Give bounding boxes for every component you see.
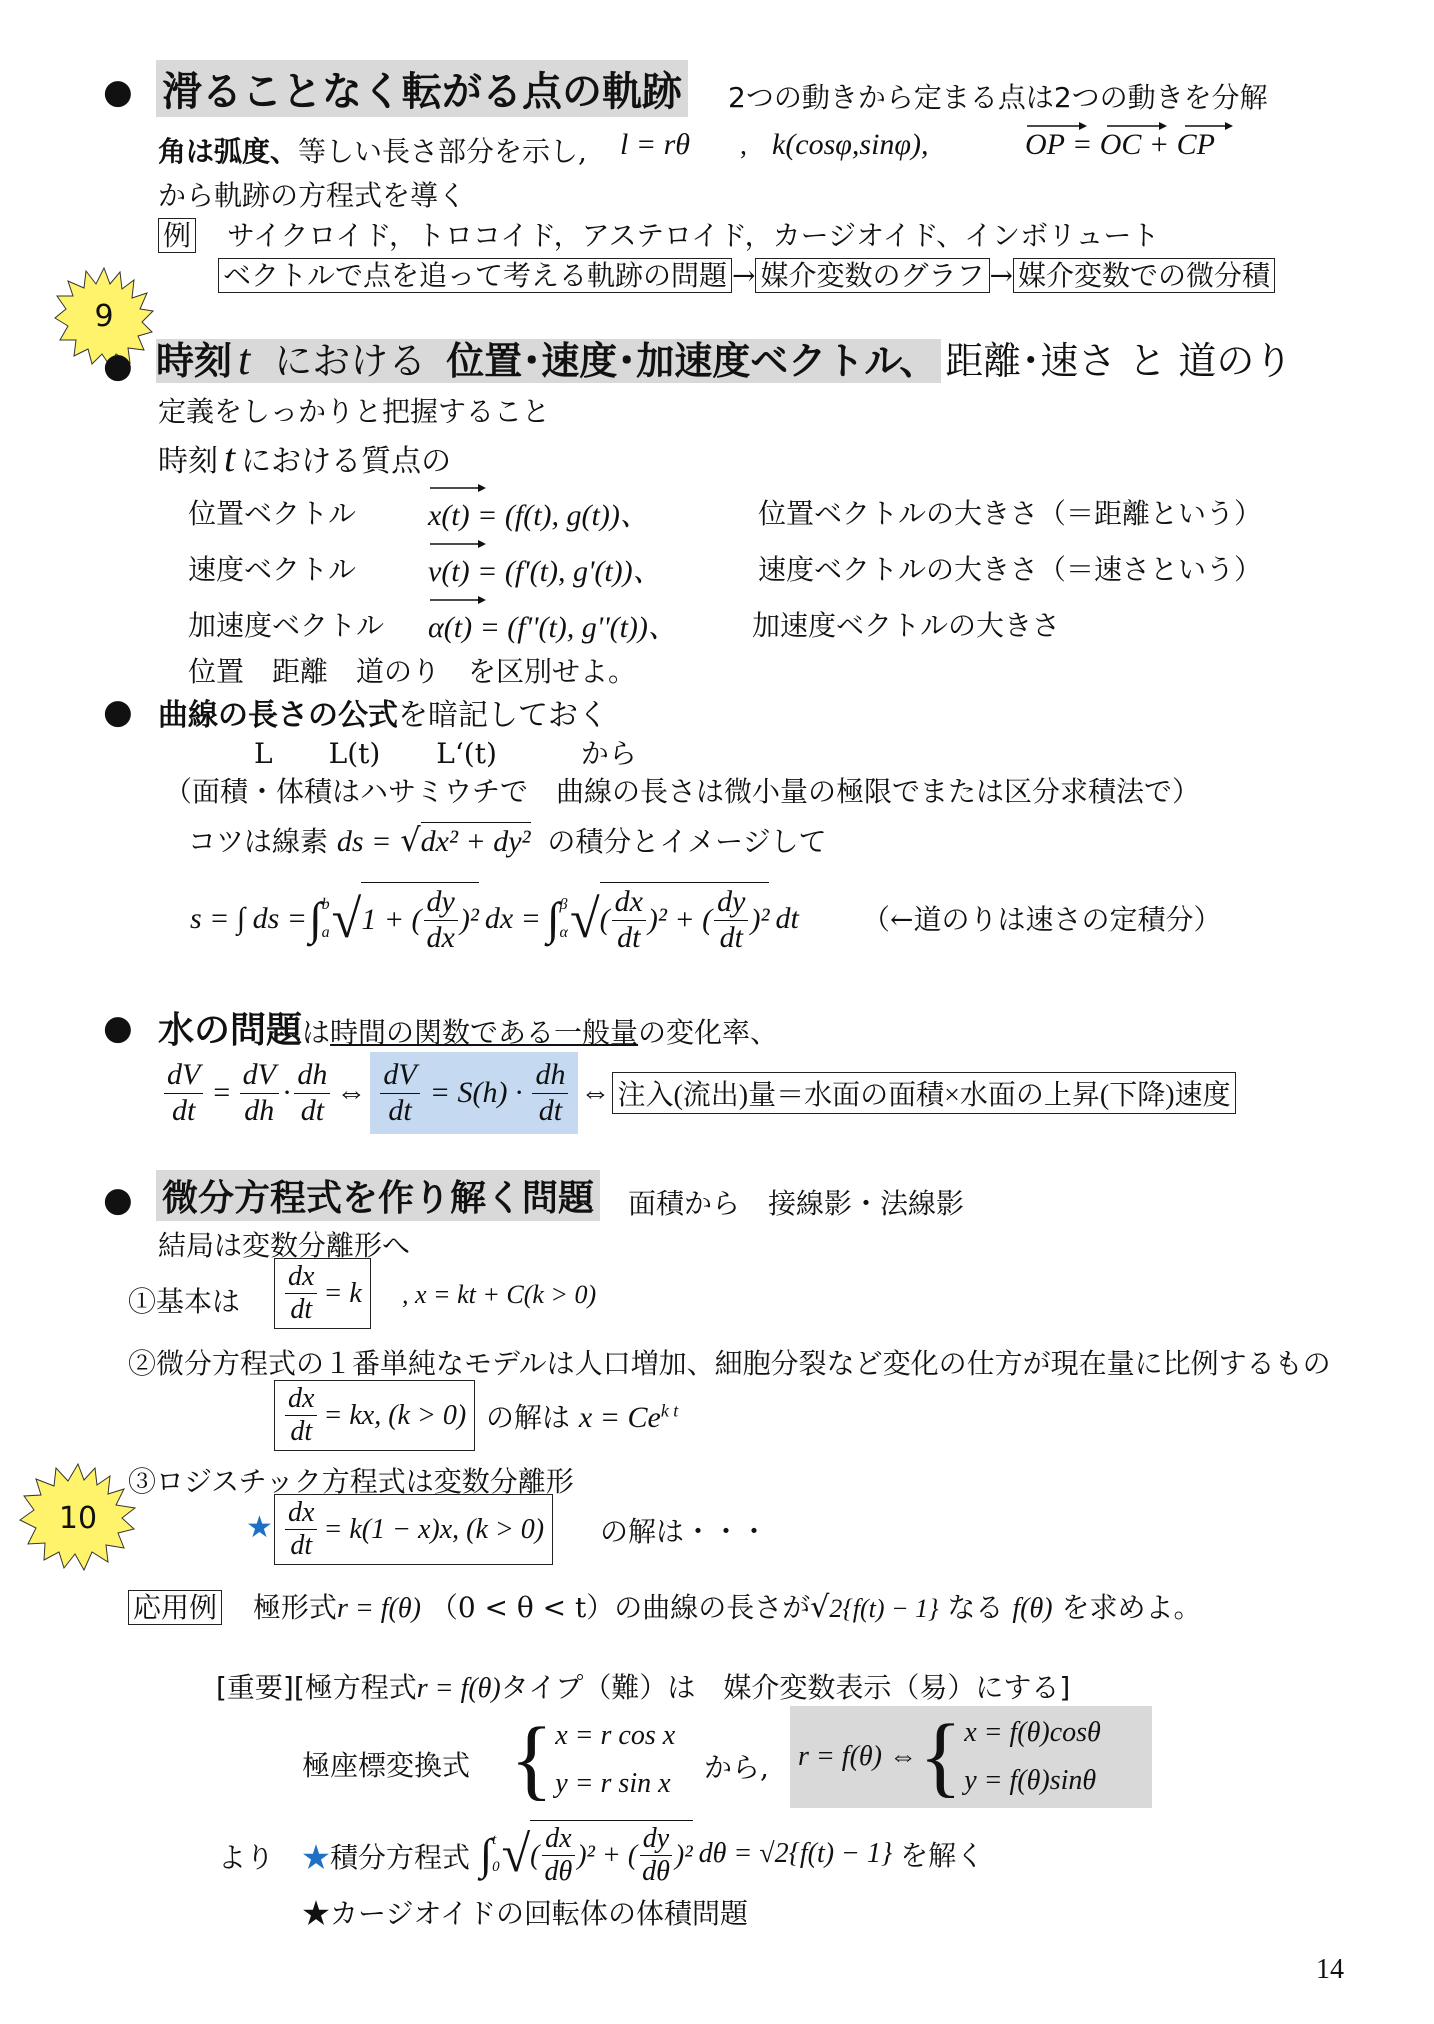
application-row: 応用例 極形式r = f(θ) （0 < θ < t）の曲線の長さが√2{f(t) − 1} なる f(θ) を求めよ。: [128, 1586, 1201, 1626]
arc-length-formula: s = ∫ ds = ∫ b a √ 1 + ( $\frac{dy}{dx}$ )² dx = ∫ β α √ ( $\frac{dx}{dt}$ )² + ( $\frac{dy}{dt}$ )² dt: [190, 882, 799, 955]
vector-row-desc: 加速度ベクトルの大きさ: [752, 609, 1061, 642]
badge-9-label: 9: [94, 299, 114, 334]
diffeq-item1-solution: , x = kt + C(k > 0): [402, 1280, 597, 1309]
vector-row-label: 加速度ベクトル: [188, 609, 385, 642]
flow-step-2: 媒介変数のグラフ: [755, 258, 989, 293]
vector-row-label: 速度ベクトル: [188, 553, 357, 586]
vector-row-label: 位置ベクトル: [188, 497, 357, 530]
water-formula: $\frac{dV}{dt}$ = $\frac{dV}{dh}$ · $\frac{dh}{dt}$ ⇔ $\frac{dV}{dt}$ = S(h) · $\frac{dh}{dt}$ ⇔ 注入(流出)量＝水面の面積×水面の上昇(下降)速度: [162, 1052, 1236, 1134]
water-boxed-text: 注入(流出)量＝水面の面積×水面の上昇(下降)速度: [612, 1072, 1235, 1114]
flow-step-1: ベクトルで点を追って考える軌跡の問題: [218, 258, 732, 293]
vector-arrow: [428, 482, 488, 494]
formula-op: OP = OC + CP: [1025, 128, 1215, 162]
bullet-icon: ●: [103, 692, 133, 732]
diffeq-item3-solution: の解は・・・: [600, 1515, 769, 1548]
formula-k: k(cosφ,sinφ),: [772, 128, 929, 161]
trajectory-line2: から軌跡の方程式を導く: [158, 179, 467, 212]
star-icon: ★: [246, 1510, 273, 1545]
badge-10-label: 10: [58, 1501, 98, 1536]
vector-arrows: [1025, 118, 1235, 132]
polar-param-box: r = f(θ) ⇔ { x = f(θ)cosθ y = f(θ)sinθ: [790, 1706, 1152, 1808]
section-title-vectors: 時刻 t における 位置･速度･加速度ベクトル、 距離･速さ と 道のり: [156, 335, 1293, 384]
star-icon: ★: [302, 1841, 331, 1874]
section-title-trajectory: 滑ることなく転がる点の軌跡: [156, 60, 688, 117]
flow-row: ベクトルで点を追って考える軌跡の問題 → 媒介変数のグラフ → 媒介変数での微分積: [218, 254, 1275, 294]
example-row: [158, 214, 1159, 254]
section-title-water: 水の問題は時間の関数である一般量の変化率、: [158, 1010, 779, 1051]
bullet-icon: ●: [103, 346, 133, 386]
vector-row-formula: x(t) = (f(t), g(t))、: [428, 490, 650, 534]
vectors-line2: 時刻 t における質点の: [158, 435, 452, 480]
bullet-icon: ●: [103, 1008, 133, 1048]
diffeq-item3: ③ロジスチック方程式は変数分離形: [128, 1465, 574, 1498]
curve-note: （面積・体積はハサミウチで 曲線の長さは微小量の極限でまたは区分求積法で）: [164, 775, 1201, 808]
water-highlight: $\frac{dV}{dt}$ = S(h) · $\frac{dh}{dt}$: [370, 1052, 578, 1134]
diffeq-item1-box: $\frac{dx}{dt}$ = k: [274, 1258, 371, 1329]
diffeq-item2-solution: の解は $x = Ce^{k t}$: [486, 1400, 679, 1434]
bullet-icon: ●: [103, 72, 133, 112]
page-number: 14: [1316, 1954, 1344, 1985]
vectors-distinguish: 位置 距離 道のり を区別せよ。: [188, 655, 637, 688]
integral-sign: ∫: [546, 893, 560, 944]
section-subtitle-diffeq: 面積から 接線影・法線影: [628, 1187, 965, 1220]
integral-equation-label: ★積分方程式: [302, 1841, 471, 1874]
important-note: [重要][極方程式r = f(θ)タイプ（難）は 媒介変数表示（易）にする]: [216, 1671, 1071, 1704]
badge-10: [18, 1462, 138, 1572]
diffeq-item3-box: $\frac{dx}{dt}$ = k(1 − x)x, (k > 0): [274, 1494, 553, 1565]
comma-separator: ,: [740, 130, 747, 161]
formula-l: l = rθ: [620, 128, 690, 161]
polar-system: { x = r cos x y = r sin x: [510, 1709, 676, 1809]
vector-arrow: [428, 594, 488, 606]
diffeq-item2-box: $\frac{dx}{dt}$ = kx, (k > 0): [274, 1380, 475, 1451]
section-title-diffeq: 微分方程式を作り解く問題: [156, 1170, 600, 1221]
diffeq-line1: 結局は変数分離形へ: [158, 1229, 411, 1262]
integral-sign: ∫: [309, 893, 322, 944]
vector-row-desc: 速度ベクトルの大きさ（＝速さという）: [758, 553, 1263, 586]
vector-row-desc: 位置ベクトルの大きさ（＝距離という）: [758, 497, 1263, 530]
example-label: 例: [158, 218, 196, 253]
section-title-curve: 曲線の長さの公式を暗記しておく: [158, 698, 608, 733]
cardioid-note: ★カージオイドの回転体の体積問題: [302, 1897, 749, 1930]
flow-step-3: 媒介変数での微分積: [1013, 258, 1275, 293]
diffeq-item2: ②微分方程式の１番単純なモデルは人口増加、細胞分裂など変化の仕方が現在量に比例するもの: [128, 1347, 1331, 1380]
yori-text: より: [218, 1841, 275, 1874]
vector-row-formula: v(t) = (f'(t), g'(t))、: [428, 546, 663, 590]
bullet-icon: ●: [103, 1180, 133, 1220]
vectors-line1: 定義をしっかりと把握すること: [158, 395, 551, 428]
polar-label: 極座標変換式: [302, 1749, 471, 1782]
integral-equation: ∫ t 0 √ ( $\frac{dx}{d\theta}$ )² + ( $\frac{dy}{d\theta}$ )² dθ = √2{f(t) − 1} を解く: [480, 1820, 984, 1888]
application-label: 応用例: [128, 1590, 222, 1625]
curve-l-row: L L(t) L‘(t) から: [254, 737, 637, 770]
trajectory-line1: 角は弧度、等しい長さ部分を示し,: [158, 135, 587, 168]
curve-speed-note: （←道のりは速さの定積分）: [862, 903, 1222, 936]
vector-arrow: [428, 538, 488, 550]
vector-row-formula: α(t) = (f''(t), g''(t))、: [428, 602, 678, 646]
curve-tip: コツは線素 ds = √dx² + dy² の積分とイメージして: [188, 821, 827, 859]
kara-text: から,: [704, 1751, 769, 1784]
diffeq-item1-label: ①基本は: [128, 1285, 241, 1318]
example-text: サイクロイド，トロコイド，アステロイド，カージオイド、インボリュート: [226, 219, 1160, 252]
section-subtitle-trajectory: 2つの動きから定まる点は2つの動きを分解: [728, 81, 1268, 114]
